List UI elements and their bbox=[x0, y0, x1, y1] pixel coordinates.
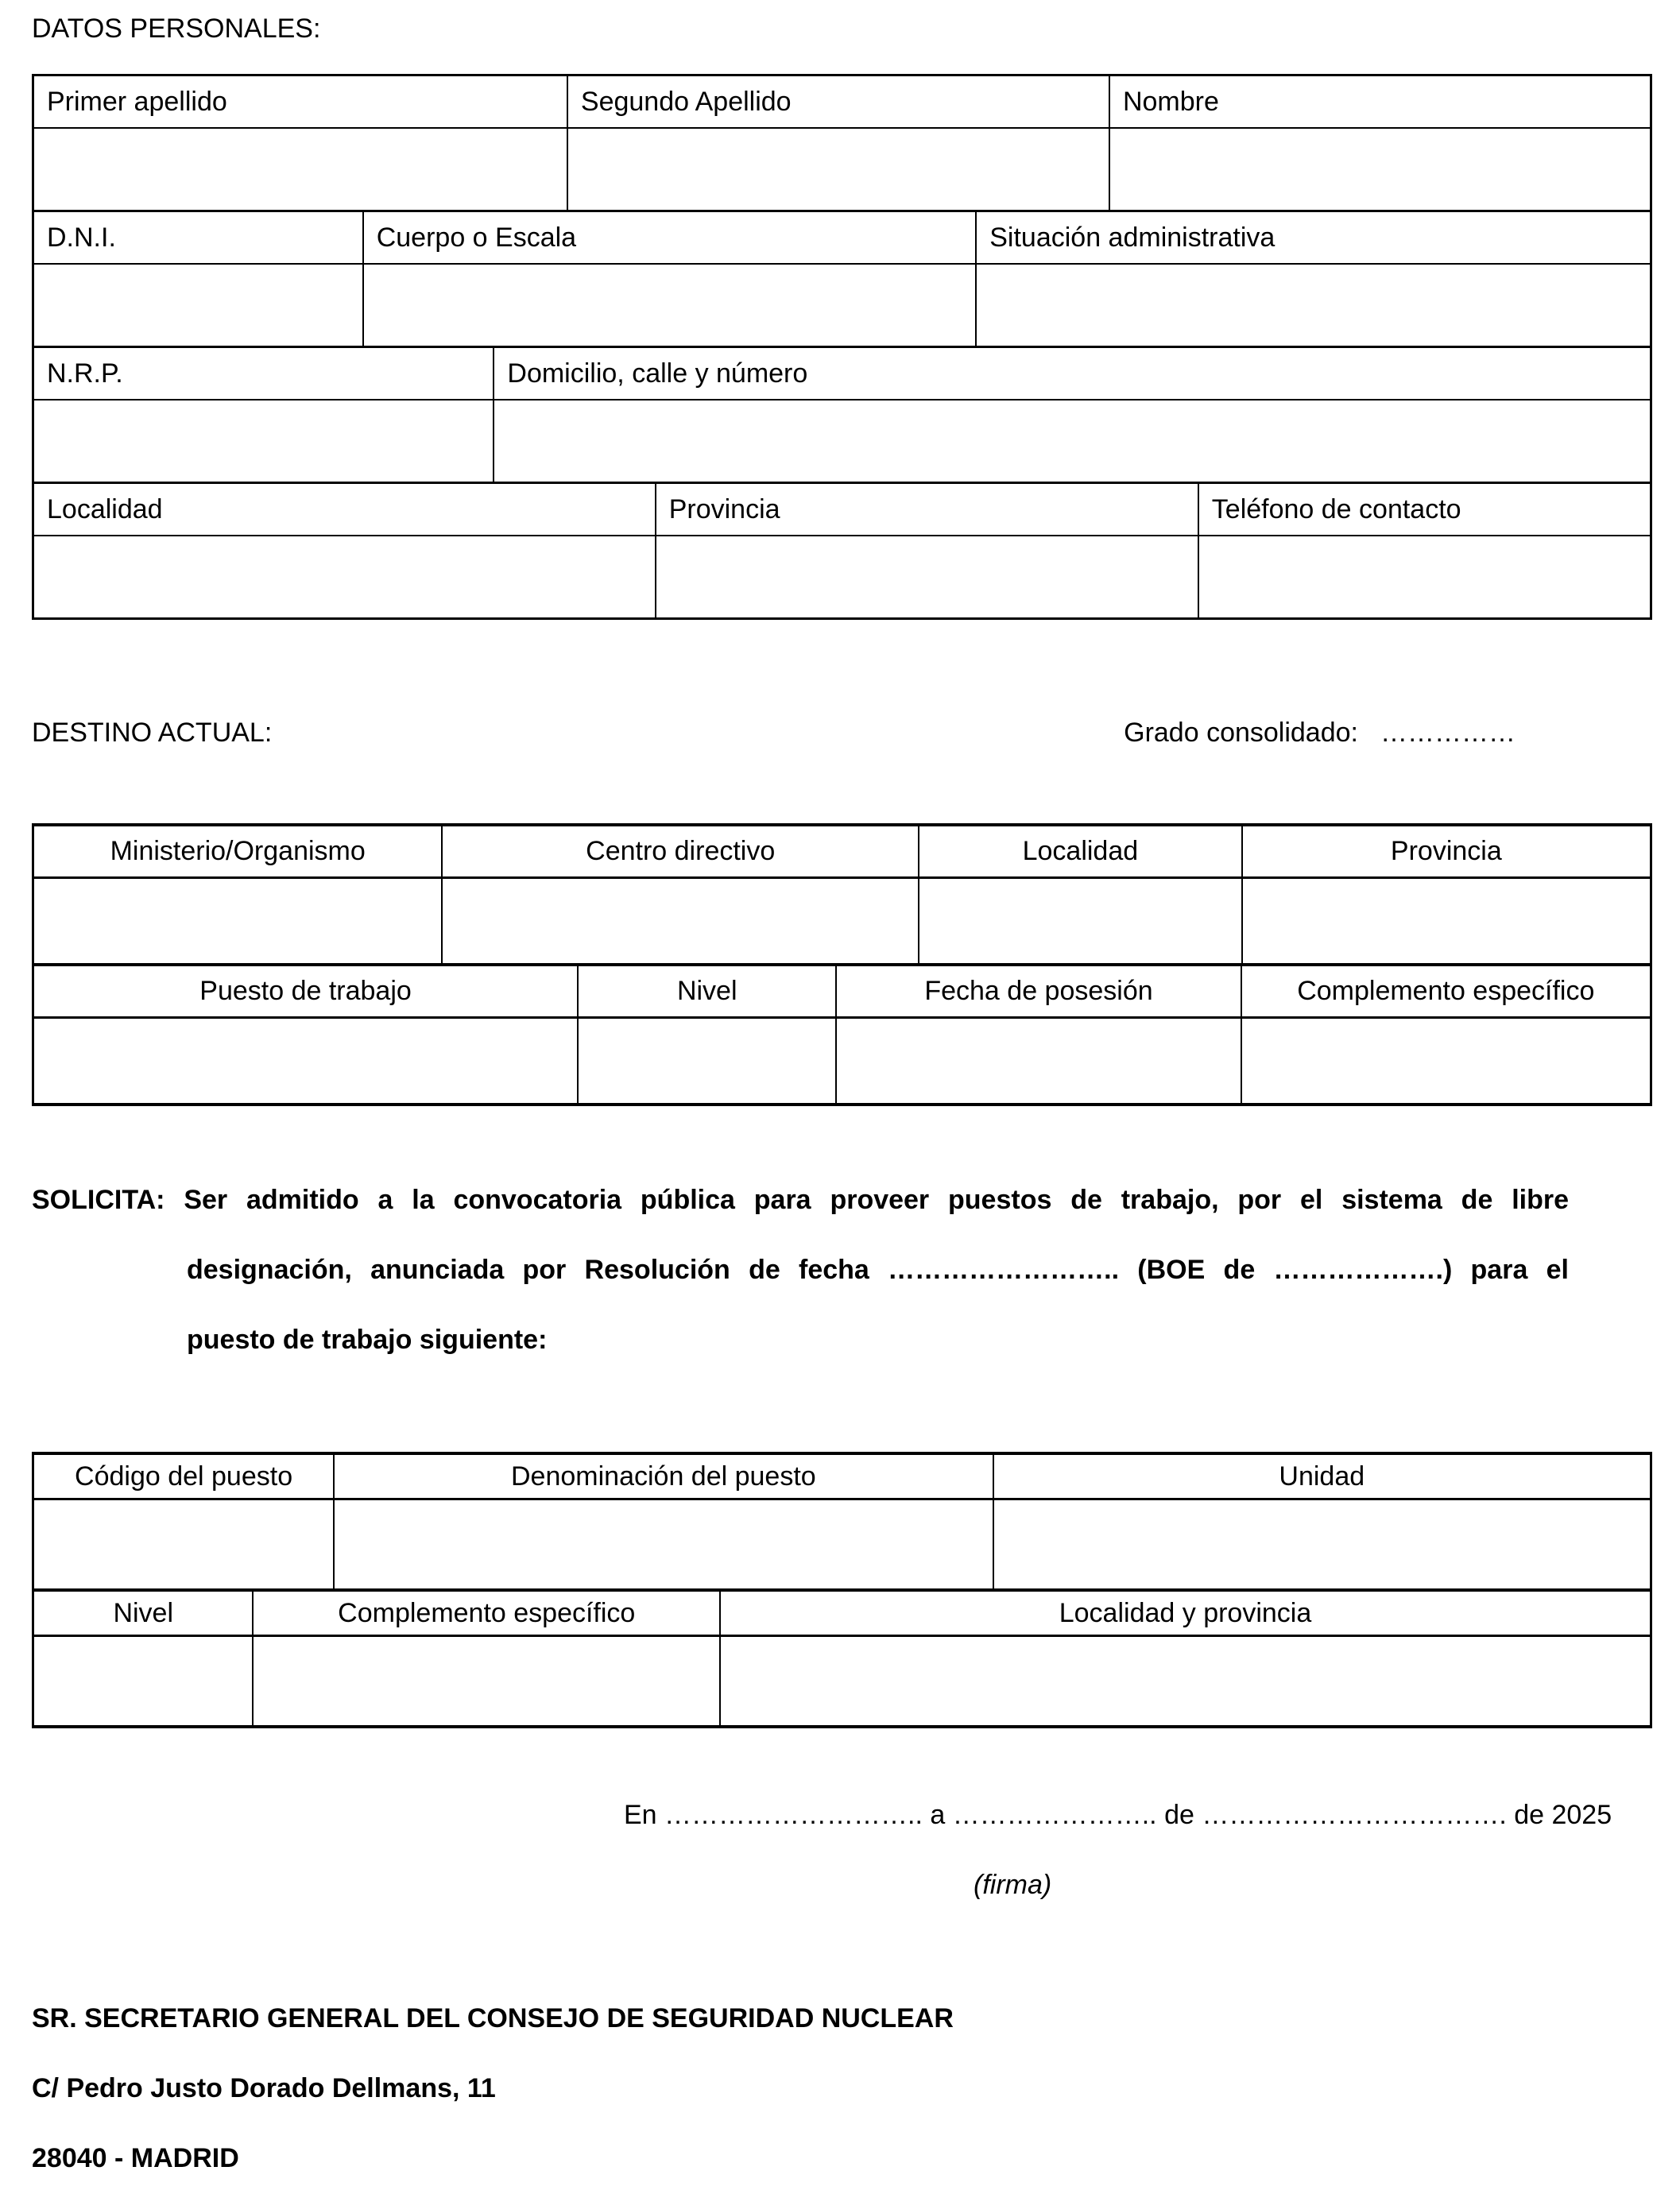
header-telefono-de-contacto: Teléfono de contacto bbox=[1199, 484, 1650, 536]
header-nivel: Nivel bbox=[579, 966, 837, 1019]
header-nombre: Nombre bbox=[1110, 76, 1650, 129]
date-line: En ……………………….. a ………………….. de ……………………………. de 2025 bbox=[624, 1800, 1612, 1830]
header-domicilio: Domicilio, calle y número bbox=[494, 348, 1650, 400]
table-section-puesto-actual bbox=[34, 963, 1650, 1103]
header-localidad-destino: Localidad bbox=[919, 826, 1243, 879]
header-primer-apellido: Primer apellido bbox=[34, 76, 568, 129]
field-nombre[interactable] bbox=[1110, 129, 1650, 210]
header-situacion-administrativa: Situación administrativa bbox=[977, 212, 1650, 265]
field-nrp[interactable] bbox=[34, 400, 494, 482]
header-cuerpo-o-escala: Cuerpo o Escala bbox=[364, 212, 977, 265]
field-situacion-administrativa[interactable] bbox=[977, 265, 1650, 346]
section-title-destino-actual: DESTINO ACTUAL: bbox=[32, 718, 273, 748]
field-primer-apellido[interactable] bbox=[34, 129, 568, 210]
header-provincia: Provincia bbox=[656, 484, 1199, 536]
field-localidad-destino[interactable] bbox=[919, 879, 1243, 963]
field-nivel[interactable] bbox=[579, 1019, 837, 1103]
header-codigo-del-puesto: Código del puesto bbox=[34, 1455, 335, 1500]
section-title-datos-personales: DATOS PERSONALES: bbox=[32, 14, 321, 44]
table-section-nivel-puesto bbox=[34, 1588, 1650, 1725]
header-provincia-destino: Provincia bbox=[1243, 826, 1650, 879]
header-nivel-puesto: Nivel bbox=[34, 1592, 254, 1637]
header-centro-directivo: Centro directivo bbox=[443, 826, 919, 879]
header-localidad: Localidad bbox=[34, 484, 656, 536]
addressee-block bbox=[32, 1983, 1652, 2190]
header-puesto-de-trabajo: Puesto de trabajo bbox=[34, 966, 579, 1019]
header-fecha-de-posesion: Fecha de posesión bbox=[837, 966, 1241, 1019]
header-denominacion-del-puesto: Denominación del puesto bbox=[335, 1455, 993, 1500]
personal-data-table bbox=[32, 74, 1652, 620]
addressee-city: 28040 - MADRID bbox=[32, 2143, 239, 2173]
header-localidad-y-provincia: Localidad y provincia bbox=[721, 1592, 1650, 1637]
solicita-line-1 bbox=[32, 1165, 1569, 1235]
table-section-apellidos bbox=[34, 76, 1650, 210]
field-provincia[interactable] bbox=[656, 536, 1199, 617]
field-segundo-apellido[interactable] bbox=[568, 129, 1110, 210]
field-centro-directivo[interactable] bbox=[443, 879, 919, 963]
field-codigo-del-puesto[interactable] bbox=[34, 1500, 335, 1588]
header-segundo-apellido: Segundo Apellido bbox=[568, 76, 1110, 129]
field-denominacion-del-puesto[interactable] bbox=[335, 1500, 993, 1588]
field-ministerio-organismo[interactable] bbox=[34, 879, 443, 963]
field-provincia-destino[interactable] bbox=[1243, 879, 1650, 963]
field-localidad[interactable] bbox=[34, 536, 656, 617]
field-puesto-de-trabajo[interactable] bbox=[34, 1019, 579, 1103]
header-ministerio-organismo: Ministerio/Organismo bbox=[34, 826, 443, 879]
puesto-solicitado-table bbox=[32, 1452, 1652, 1728]
solicita-paragraph bbox=[32, 1165, 1569, 1375]
grado-consolidado bbox=[1124, 714, 1515, 752]
header-complemento-especifico: Complemento específico bbox=[1242, 966, 1650, 1019]
solicita-label: SOLICITA: bbox=[32, 1185, 165, 1215]
solicita-line-3: puesto de trabajo siguiente: bbox=[187, 1325, 548, 1355]
addressee-street: C/ Pedro Justo Dorado Dellmans, 11 bbox=[32, 2073, 496, 2103]
field-domicilio[interactable] bbox=[494, 400, 1650, 482]
field-complemento-especifico[interactable] bbox=[1242, 1019, 1650, 1103]
solicita-line-2: designación, anunciada por Resolución de fecha …………………….. (BOE de ……………….) para el bbox=[187, 1255, 1569, 1285]
field-localidad-y-provincia[interactable] bbox=[721, 1637, 1650, 1725]
table-section-dni bbox=[34, 210, 1650, 346]
header-complemento-especifico-puesto: Complemento específico bbox=[254, 1592, 721, 1637]
solicita-text-1: Ser admitido a la convocatoria pública para proveer puestos de trabajo, por el sistema de libre bbox=[184, 1185, 1570, 1215]
field-cuerpo-o-escala[interactable] bbox=[364, 265, 977, 346]
addressee-title: SR. SECRETARIO GENERAL DEL CONSEJO DE SEGURIDAD NUCLEAR bbox=[32, 2003, 954, 2033]
table-section-codigo bbox=[34, 1455, 1650, 1588]
table-section-nrp bbox=[34, 346, 1650, 482]
field-nivel-puesto[interactable] bbox=[34, 1637, 254, 1725]
field-complemento-especifico-puesto[interactable] bbox=[254, 1637, 721, 1725]
field-telefono-de-contacto[interactable] bbox=[1199, 536, 1650, 617]
firma-label: (firma) bbox=[974, 1870, 1052, 1900]
grado-consolidado-label: Grado consolidado: bbox=[1124, 718, 1358, 748]
destino-actual-row bbox=[32, 714, 1652, 752]
grado-consolidado-blank: …………… bbox=[1380, 718, 1515, 748]
header-unidad: Unidad bbox=[994, 1455, 1650, 1500]
field-unidad[interactable] bbox=[994, 1500, 1650, 1588]
header-nrp: N.R.P. bbox=[34, 348, 494, 400]
header-dni: D.N.I. bbox=[34, 212, 364, 265]
table-section-localidad bbox=[34, 482, 1650, 617]
field-fecha-de-posesion[interactable] bbox=[837, 1019, 1241, 1103]
table-section-organismo bbox=[34, 826, 1650, 963]
field-dni[interactable] bbox=[34, 265, 364, 346]
destino-actual-table bbox=[32, 823, 1652, 1106]
